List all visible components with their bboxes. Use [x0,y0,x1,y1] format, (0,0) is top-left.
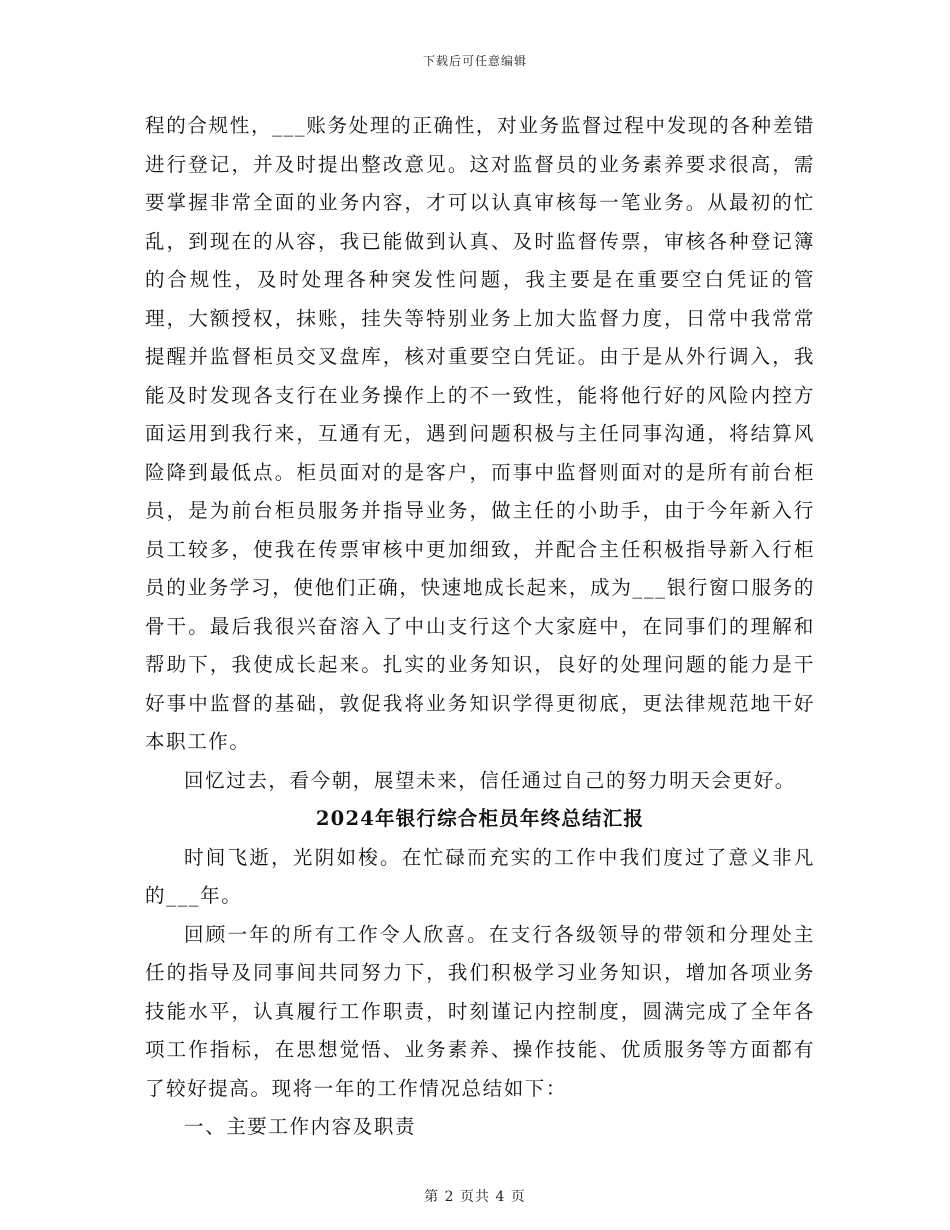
document-body [145,107,815,1147]
heading-main-work: 一、主要工作内容及职责 [184,1115,417,1138]
section-title: 2024年银行综合柜员年终总结汇报 [315,807,645,830]
page-number: 第 2 页共 4 页 [424,1189,526,1205]
paragraph-review: 回顾一年的所有工作令人欣喜。在支行各级领导的带领和分理处主任的指导及同事间共同努力下，我们积极学习业务知识，增加各项业务技能水平，认真履行工作职责，时刻谨记内控制度，圆满完成了全年各项工作指标，在思想觉悟、业务素养、操作技能、优质服务等方面都有了较好提高。现将一年的工作情况总结如下： [145,922,815,1100]
paragraph-continued: 程的合规性，___账务处理的正确性，对业务监督过程中发现的各种差错进行登记，并及时提出整改意见。这对监督员的业务素养要求很高，需要掌握非常全面的业务内容，才可以认真审核每一笔业务。从最初的忙乱，到现在的从容，我已能做到认真、及时监督传票，审核各种登记簿的合规性，及时处理各种突发性问题，我主要是在重要空白凭证的管理，大额授权，抹账，挂失等特别业务上加大监督力度，日常中我常常提醒并监督柜员交叉盘库，核对重要空白凭证。由于是从外行调入，我能及时发现各支行在业务操作上的不一致性，能将他行好的风险内控方面运用到我行来，互通有无，遇到问题积极与主任同事沟通，将结算风险降到最低点。柜员面对的是客户，而事中监督则面对的是所有前台柜员，是为前台柜员服务并指导业务，做主任的小助手，由于今年新入行员工较多，使我在传票审核中更加细致，并配合主任积极指导新入行柜员的业务学习，使他们正确，快速地成长起来，成为___银行窗口服务的骨干。最后我很兴奋溶入了中山支行这个大家庭中，在同事们的理解和帮助下，我使成长起来。扎实的业务知识，良好的处理问题的能力是干好事中监督的基础，敦促我将业务知识学得更彻底，更法律规范地干好本职工作。 [145,114,815,753]
paragraph-intro: 时间飞逝，光阴如梭。在忙碌而充实的工作中我们度过了意义非凡的___年。 [145,845,815,907]
paragraph-closing-line: 回忆过去，看今朝，展望未来，信任通过自己的努力明天会更好。 [184,768,796,792]
page-header-note: 下载后可任意编辑 [422,54,527,68]
